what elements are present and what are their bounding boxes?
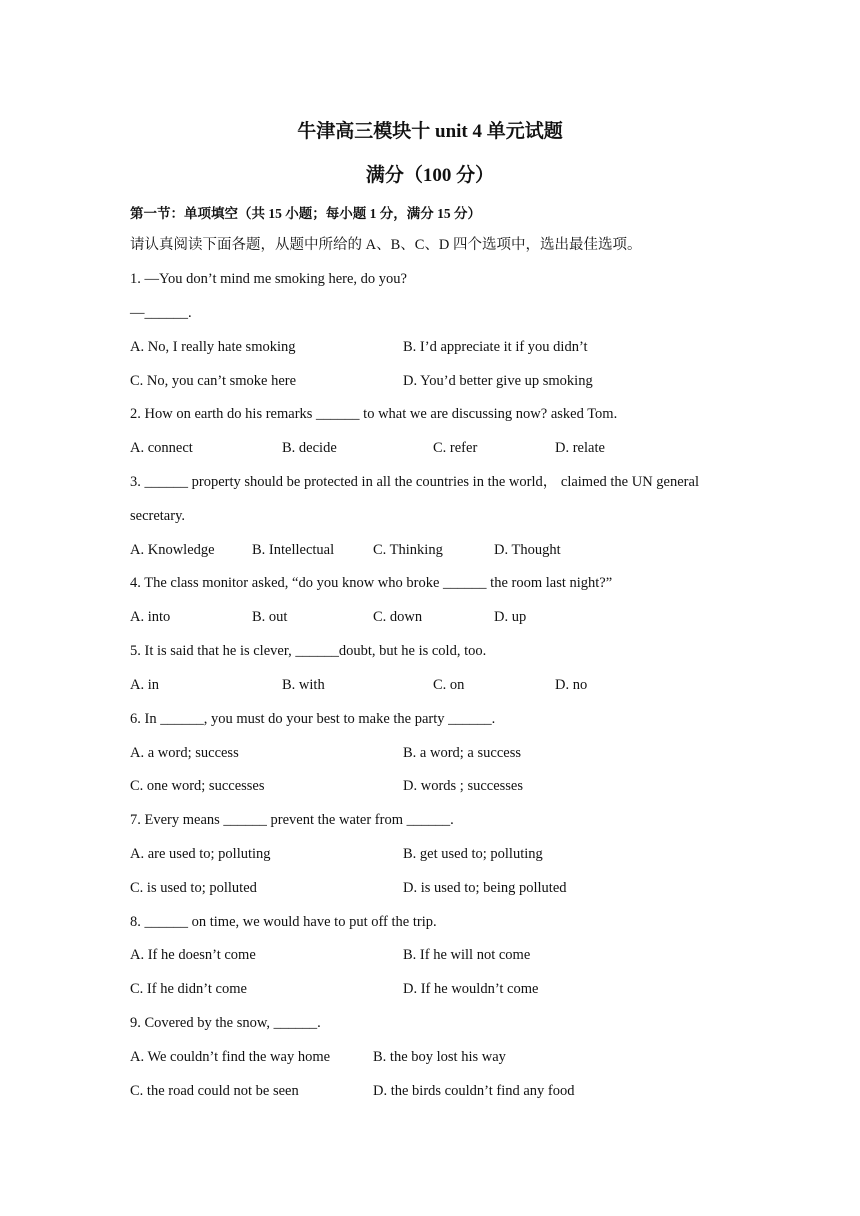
question-3-option-d: D. Thought xyxy=(494,542,561,558)
question-4-stem: 4. The class monitor asked, “do you know who broke ______ the room last night?” xyxy=(130,575,613,591)
question-9-option-c: C. the road could not be seen xyxy=(130,1083,299,1099)
question-8-stem: 8. ______ on time, we would have to put off the trip. xyxy=(130,914,437,930)
question-9-option-b: B. the boy lost his way xyxy=(373,1049,506,1065)
question-3-stem: 3. ______ property should be protected in all the countries in the world， claimed the UN general xyxy=(130,474,699,490)
question-1-option-d: D. You’d better give up smoking xyxy=(403,373,593,389)
question-1-option-a: A. No, I really hate smoking xyxy=(130,339,296,355)
question-6-option-d: D. words ; successes xyxy=(403,778,524,794)
question-1-stem: 1. —You don’t mind me smoking here, do you? xyxy=(130,271,407,287)
question-8-option-d: D. If he wouldn’t come xyxy=(403,981,539,997)
question-7-option-a: A. are used to; polluting xyxy=(130,846,271,862)
page-subtitle: 满分（100 分） xyxy=(365,165,495,186)
question-1-option-c: C. No, you can’t smoke here xyxy=(130,373,297,389)
question-7-option-b: B. get used to; polluting xyxy=(403,846,543,862)
question-5-option-b: B. with xyxy=(282,677,325,693)
question-3-stem-line2: secretary. xyxy=(130,508,186,524)
question-2-stem: 2. How on earth do his remarks ______ to what we are discussing now? asked Tom. xyxy=(130,406,618,422)
section-heading: 第一节：单项填空（共 15 小题；每小题 1 分，满分 15 分） xyxy=(130,206,481,221)
question-4-option-b: B. out xyxy=(252,609,288,625)
question-5-option-d: D. no xyxy=(555,677,588,693)
question-6-option-b: B. a word; a success xyxy=(403,745,521,761)
question-7-option-d: D. is used to; being polluted xyxy=(403,880,567,896)
question-3-option-c: C. Thinking xyxy=(373,542,443,558)
question-3-option-b: B. Intellectual xyxy=(252,542,335,558)
question-6-option-c: C. one word; successes xyxy=(130,778,265,794)
question-2-option-d: D. relate xyxy=(555,440,605,456)
question-4-option-d: D. up xyxy=(494,609,527,625)
question-8-option-c: C. If he didn’t come xyxy=(130,981,247,997)
question-9-stem: 9. Covered by the snow, ______. xyxy=(130,1015,321,1031)
question-6-option-a: A. a word; success xyxy=(130,745,239,761)
question-2-option-b: B. decide xyxy=(282,440,337,456)
question-2-option-a: A. connect xyxy=(130,440,193,456)
question-8-option-a: A. If he doesn’t come xyxy=(130,947,256,963)
question-2-option-c: C. refer xyxy=(433,440,478,456)
question-1-option-b: B. I’d appreciate it if you didn’t xyxy=(403,339,588,355)
question-6-stem: 6. In ______, you must do your best to make the party ______. xyxy=(130,711,496,727)
section-instruction: 请认真阅读下面各题，从题中所给的 A、B、C、D 四个选项中，选出最佳选项。 xyxy=(130,237,642,253)
question-5-option-a: A. in xyxy=(130,677,159,693)
question-7-option-c: C. is used to; polluted xyxy=(130,880,257,896)
page-title: 牛津高三模块十 unit 4 单元试题 xyxy=(297,121,563,142)
question-9-option-d: D. the birds couldn’t find any food xyxy=(373,1083,575,1099)
question-7-stem: 7. Every means ______ prevent the water from ______. xyxy=(130,812,454,828)
question-8-option-b: B. If he will not come xyxy=(403,947,531,963)
question-4-option-a: A. into xyxy=(130,609,171,625)
question-9-option-a: A. We couldn’t find the way home xyxy=(130,1049,331,1065)
question-1-stem-line2: —______. xyxy=(130,305,192,321)
question-5-option-c: C. on xyxy=(433,677,465,693)
question-4-option-c: C. down xyxy=(373,609,423,625)
question-5-stem: 5. It is said that he is clever, ______doubt, but he is cold, too. xyxy=(130,643,487,659)
question-3-option-a: A. Knowledge xyxy=(130,542,215,558)
